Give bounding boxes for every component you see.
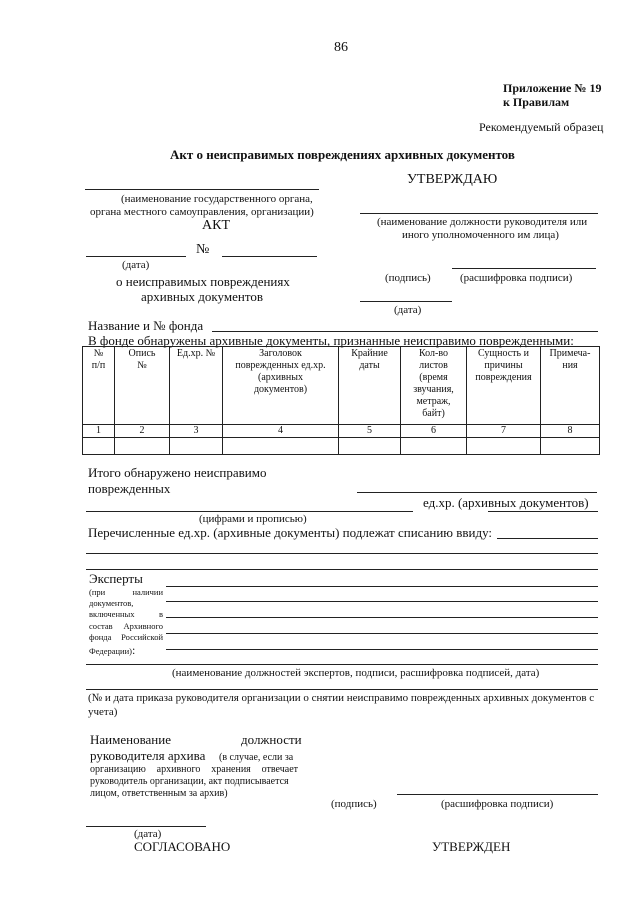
act-date-line — [86, 256, 186, 257]
approve-date-line — [360, 301, 452, 302]
column-number-cell: 6 — [401, 425, 467, 438]
order-line — [86, 689, 598, 690]
table-row — [83, 438, 600, 455]
approve-signature-caption: (подпись) — [385, 272, 431, 284]
total-count-line-upper — [357, 492, 597, 493]
org-name-line — [85, 189, 319, 190]
total-line-1: Итого обнаружено неисправимо — [88, 465, 267, 480]
column-number-cell: 3 — [170, 425, 223, 438]
approve-position-caption-2: иного уполномоченного им лица) — [402, 229, 559, 241]
approved-label: УТВЕРЖДЕН — [432, 839, 511, 854]
column-number-cell: 2 — [115, 425, 170, 438]
org-caption-2: органа местного самоуправления, организации) — [90, 206, 314, 218]
header-cell-damage-cause: Сущность и причины повреждения — [467, 347, 541, 425]
total-units: ед.хр. (архивных документов) — [423, 495, 589, 510]
archive-head-signature-caption: (подпись) — [331, 798, 377, 810]
approve-position-line — [360, 213, 598, 214]
archive-head-note-2: организацию архивного хранения отвечает — [90, 764, 299, 775]
act-number-sign: № — [196, 242, 210, 257]
act-about-2: архивных документов — [141, 289, 263, 304]
archive-head-date-line — [86, 826, 206, 827]
column-number-cell: 5 — [339, 425, 401, 438]
act-label: АКТ — [202, 218, 230, 233]
archive-head-title-1a: Наименование — [90, 732, 171, 747]
expert-line-4 — [166, 633, 598, 634]
total-line-2: поврежденных — [88, 481, 171, 496]
archive-head-title-2: руководителя архива — [90, 748, 206, 763]
total-count-line-right — [488, 511, 598, 512]
approve-position-caption-1: (наименование должности руководителя или — [377, 216, 588, 228]
write-off-text: Перечисленные ед.хр. (архивные документы) подлежат списанию ввиду: — [88, 525, 493, 540]
header-cell-notes: Примеча- ния — [541, 347, 600, 425]
experts-note: (при наличии документов, включенных в состав Архивного фонда Российской Федерации): — [89, 587, 163, 658]
approve-decryption-line — [452, 268, 596, 269]
archive-head-date-caption: (дата) — [134, 828, 162, 840]
table-header-row — [83, 347, 600, 425]
page-number: 86 — [334, 40, 348, 55]
archive-head-title-1b: должности — [241, 732, 302, 747]
archive-head-decryption-caption: (расшифровка подписи) — [441, 798, 554, 810]
fond-name-label: Название и № фонда — [88, 318, 204, 333]
write-off-line-2 — [86, 553, 598, 554]
total-caption: (цифрами и прописью) — [199, 513, 307, 525]
agreed-label: СОГЛАСОВАНО — [134, 839, 231, 854]
experts-label: Эксперты — [89, 571, 143, 586]
archive-head-note-4: лицом, ответственным за архив) — [90, 788, 228, 799]
header-cell-inventory: Опись № — [115, 347, 170, 425]
column-number-cell: 7 — [467, 425, 541, 438]
write-off-line-3 — [86, 569, 598, 570]
archive-head-decryption-line — [397, 794, 598, 795]
order-caption-1: (№ и дата приказа руководителя организации о снятии неисправимо поврежденных архивных документов с — [88, 692, 595, 704]
appendix-rules: к Правилам — [503, 95, 570, 109]
fond-name-line — [212, 331, 598, 332]
fond-found-text: В фонде обнаружены архивные документы, признанные неисправимо поврежденными: — [88, 333, 574, 348]
column-number-cell: 8 — [541, 425, 600, 438]
column-number-cell: 4 — [223, 425, 339, 438]
recommended-sample: Рекомендуемый образец — [479, 120, 604, 134]
total-count-line — [86, 511, 413, 512]
expert-line-1 — [166, 586, 598, 587]
header-cell-quantity: Кол-во листов (время звучания, метраж, байт) — [401, 347, 467, 425]
act-about-1: о неисправимых повреждениях — [116, 274, 290, 289]
header-cell-heading: Заголовок поврежденных ед.хр. (архивных документов) — [223, 347, 339, 425]
header-cell-storage-unit: Ед.хр. № — [170, 347, 223, 425]
expert-line-3 — [166, 617, 598, 618]
order-caption-2: учета) — [88, 706, 118, 718]
damaged-documents-table — [82, 346, 600, 455]
document-title: Акт о неисправимых повреждениях архивных документов — [170, 147, 515, 162]
table-number-row — [83, 425, 600, 438]
expert-line-5 — [166, 649, 598, 650]
expert-line-2 — [166, 601, 598, 602]
column-number-cell: 1 — [83, 425, 115, 438]
org-caption-1: (наименование государственного органа, — [121, 193, 313, 205]
act-number-line — [222, 256, 317, 257]
expert-line-6 — [86, 664, 598, 665]
experts-caption: (наименование должностей экспертов, подписи, расшифровка подписей, дата) — [172, 667, 540, 679]
archive-head-note-3: руководитель организации, акт подписывается — [90, 776, 289, 787]
header-cell-number: № п/п — [83, 347, 115, 425]
approve-decryption-caption: (расшифровка подписи) — [460, 272, 573, 284]
approve-date-caption: (дата) — [394, 304, 422, 316]
appendix-number: Приложение № 19 — [503, 81, 602, 95]
header-cell-dates: Крайние даты — [339, 347, 401, 425]
act-date-caption: (дата) — [122, 259, 150, 271]
write-off-reason-line — [497, 538, 598, 539]
archive-head-note-1: (в случае, если за — [219, 752, 294, 763]
approve-label: УТВЕРЖДАЮ — [407, 172, 498, 187]
